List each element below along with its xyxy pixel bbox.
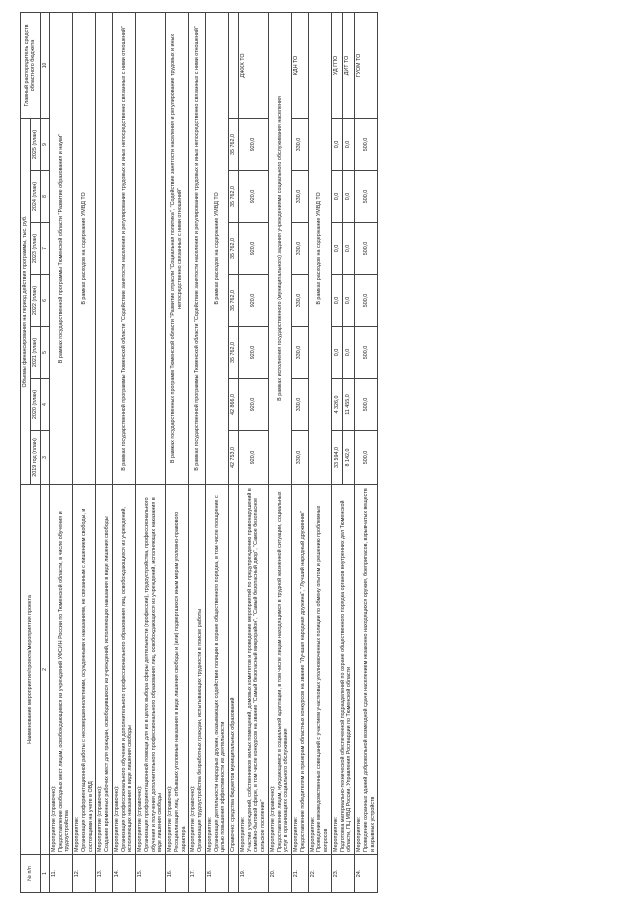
header-manager: Главный распорядитель средств областного бюджета <box>21 12 41 118</box>
value-cell: 35 762,0 <box>229 118 239 170</box>
value-cell: 35 762,0 <box>229 222 239 274</box>
index-cell: 7 <box>40 222 49 274</box>
header-year: 2020 (план) <box>30 378 40 430</box>
value-cell: 920,0 <box>238 222 268 274</box>
table-row <box>292 12 309 892</box>
table-row <box>229 12 239 892</box>
row-funding-note: В рамках расходов на содержание УМВД ТО <box>73 12 96 484</box>
row-funding-note: В рамках расходов на содержание УМВД ТО <box>205 12 228 484</box>
row-manager: ГУОМ ТО <box>355 12 378 118</box>
index-cell: 5 <box>40 326 49 378</box>
table-row <box>268 12 291 892</box>
value-cell: 0,0 <box>343 170 355 222</box>
value-cell: 330,0 <box>292 430 309 484</box>
row-number: 23. <box>331 854 354 892</box>
value-cell: 500,0 <box>355 222 378 274</box>
rotated-table-sheet <box>20 13 620 893</box>
value-cell: 500,0 <box>355 378 378 430</box>
table-row <box>205 12 228 892</box>
value-cell: 35 762,0 <box>229 274 239 326</box>
table-row <box>136 12 166 892</box>
row-number: 16. <box>166 854 189 892</box>
table-body <box>49 12 378 892</box>
index-cell: 2 <box>40 484 49 854</box>
table-row <box>331 12 343 892</box>
row-name: Мероприятие: Организация деятельности народных дружин, оказывающих содействие полиции в охране общественного порядка, в том числе поощрение с целью повышения эффективности их деятельности <box>205 484 228 854</box>
row-funding-note: В рамках государственной программы Тюменской области "Содействие занятости населения и регулирование трудовых и иных непосредственно связанных с ними отношений" <box>112 12 135 484</box>
table-row <box>238 12 268 892</box>
row-number: 15. <box>136 854 166 892</box>
value-cell: 4 326,0 <box>331 378 343 430</box>
row-funding-note: В рамках исполнения государственного (муниципального) задания учреждениями социального обслуживания населения <box>268 12 291 484</box>
row-number: 20. <box>268 854 291 892</box>
value-cell: 330,0 <box>292 118 309 170</box>
value-cell: 0,0 <box>331 170 343 222</box>
row-name: Мероприятие (справочно): Организация трудоустройства безработных граждан, испытывающих трудности в поиске работы <box>189 484 206 854</box>
header-funding: Объемы финансирования на период действия программы, тыс. руб. <box>21 118 31 484</box>
row-name: Справочно: средства бюджетов муниципальных образований <box>229 484 239 854</box>
row-funding-note: В рамках государственных программ Тюменской области "Развитие отрасли "Социальная политика", "Содействие занятости населения и регулирование трудовых и иных непосредственно связанных с ними отношений" <box>166 12 189 484</box>
row-name: Мероприятие (справочно): Ресоциализация лиц, отбывших уголовные наказания в виде лишения свободы и (или) подвергшихся иным мерам уголовно-правового характера <box>166 484 189 854</box>
table-row <box>166 12 189 892</box>
value-cell: 0,0 <box>331 274 343 326</box>
header-row <box>21 12 31 892</box>
value-cell: 42 753,0 <box>229 430 239 484</box>
header-year: 2019 год (план) <box>30 430 40 484</box>
table-row <box>112 12 135 892</box>
value-cell: 330,0 <box>292 378 309 430</box>
row-funding-note <box>136 12 166 484</box>
value-cell: 42 866,0 <box>229 378 239 430</box>
value-cell: 500,0 <box>355 274 378 326</box>
row-number: 17. <box>189 854 206 892</box>
row-name: Мероприятие: Предоставление победителям и призерам областных конкурсов на звание "Лучшая народная дружина", "Лучший народный дружинник" <box>292 484 309 854</box>
row-manager <box>229 12 239 118</box>
table-row <box>96 12 113 892</box>
program-funding-table <box>20 12 378 893</box>
row-name: Мероприятие (справочно): Организация профориентационной помощи для их в целях выбора сферы деятельности (профессии), трудоустройства, профессионального обучения и получения дополнительного профессионального образования лиц, освобождающихся из учреждений, исполняющих наказания в виде лишения свободы <box>136 484 166 854</box>
value-cell: 0,0 <box>331 326 343 378</box>
row-number: 18. <box>205 854 228 892</box>
value-cell: 920,0 <box>238 430 268 484</box>
row-name: Мероприятие: Участие учреждений, собственников жилых помещений, домовых комитетов и проведение мероприятий по предупреждению правонарушений в семейно-бытовой сфере, в том числе конкурсов на звание "Самый безопасный микрорайон", "Самый безопасный двор", "Самое безопасное сельское поселение" <box>238 484 268 854</box>
value-cell: 35 762,0 <box>229 326 239 378</box>
value-cell: 500,0 <box>355 326 378 378</box>
index-cell: 4 <box>40 378 49 430</box>
header-year: 2023 (план) <box>30 222 40 274</box>
header-year: 2021 (план) <box>30 326 40 378</box>
value-cell: 0,0 <box>343 326 355 378</box>
row-name: Мероприятие: Проведение межведомственных совещаний с участием участковых уполномоченных полиции по обмену опытом и решению проблемных вопросов <box>308 484 331 854</box>
index-cell: 3 <box>40 430 49 484</box>
row-funding-note: В рамках государственной программы Тюменской области "Содействие занятости населения и регулирование трудовых и иных непосредственно связанных с ними отношений" <box>189 12 206 484</box>
header-year: 2022 (план) <box>30 274 40 326</box>
value-cell: 35 762,0 <box>229 170 239 222</box>
value-cell: 330,0 <box>292 170 309 222</box>
row-manager: УД ГПО <box>331 12 343 118</box>
row-manager: КДН ТО <box>292 12 309 118</box>
value-cell: 330,0 <box>292 326 309 378</box>
row-name: Мероприятие: Организация профориентационной работы с несовершеннолетними, осужденными к наказаниям, не связанным с лишением свободы, и состоящими на учете в ОВД <box>73 484 96 854</box>
row-number: 11. <box>49 854 72 892</box>
index-cell: 8 <box>40 170 49 222</box>
row-number: 13. <box>96 854 113 892</box>
index-cell: 1 <box>40 854 49 892</box>
row-name: Мероприятие (справочно): Предоставление лицам, нуждающимся в социальной адаптации, в том числе лицам находящимся в трудной жизненной ситуации, социальных услуг в организациях социального обслуживания <box>268 484 291 854</box>
header-name: Наименование мероприятия/проекта/мероприятия проекта <box>21 484 41 854</box>
index-cell: 6 <box>40 274 49 326</box>
index-cell: 10 <box>40 12 49 118</box>
table-row <box>189 12 206 892</box>
row-funding-note: В рамках государственной программы Тюменской области "Развитие образования и науки" <box>49 12 72 484</box>
value-cell: 500,0 <box>355 430 378 484</box>
row-number: 21. <box>292 854 309 892</box>
value-cell: 920,0 <box>238 170 268 222</box>
row-number: 14. <box>112 854 135 892</box>
value-cell: 33 594,0 <box>331 430 343 484</box>
value-cell: 0,0 <box>331 222 343 274</box>
row-name: Мероприятие: Подготовка материально-технической обеспеченной подразделений по охране общественного порядка органов внутренних дел Тюменской области, ПЦ МВД России, Управления Росгвардии по Тюменской области <box>331 484 354 854</box>
row-name: Мероприятие (справочно): Предоставление свободных мест лицам, освобождающимся из учреждений УФСИН России по Тюменской области, в числе обучения и трудоустройства <box>49 484 72 854</box>
row-number <box>229 854 239 892</box>
row-manager: ДИТ ТО <box>343 12 355 118</box>
value-cell: 330,0 <box>292 274 309 326</box>
row-name: Мероприятие (справочно): Организация профессионального обучения и дополнительного профессионального образования лиц, освобождающихся из учреждений, исполняющих наказания в виде лишения свободы <box>112 484 135 854</box>
value-cell: 11 455,0 <box>343 378 355 430</box>
table-row <box>355 12 378 892</box>
value-cell: 920,0 <box>238 326 268 378</box>
value-cell: 500,0 <box>355 118 378 170</box>
row-funding-note <box>96 12 113 484</box>
row-number: 24. <box>355 854 378 892</box>
value-cell: 0,0 <box>343 274 355 326</box>
table-row <box>49 12 72 892</box>
header-number: № п/п <box>21 854 41 892</box>
value-cell: 8 142,0 <box>343 430 355 484</box>
value-cell: 330,0 <box>292 222 309 274</box>
row-number: 19. <box>238 854 268 892</box>
value-cell: 920,0 <box>238 118 268 170</box>
row-number: 12. <box>73 854 96 892</box>
index-row <box>40 12 49 892</box>
row-manager: ДЖКХ ТО <box>238 12 268 118</box>
value-cell: 500,0 <box>355 170 378 222</box>
header-year: 2025 (план) <box>30 118 40 170</box>
row-name: Мероприятие: Проведение охранных зданий добровольной возмездной сдачи населением незаконно находящихся оружия, боеприпасов, взрывчатых веществ и взрывных устройств <box>355 484 378 854</box>
table-row <box>308 12 331 892</box>
row-funding-note: В рамках расходов на содержание УМВД ТО <box>308 12 331 484</box>
value-cell: 920,0 <box>238 274 268 326</box>
value-cell: 0,0 <box>331 118 343 170</box>
index-cell: 9 <box>40 118 49 170</box>
table-row <box>73 12 96 892</box>
row-name: Мероприятие (справочно): Создание временных рабочих мест для граждан, освободившихся из учреждений, исполняющих наказания в виде лишения свободы <box>96 484 113 854</box>
row-number: 22. <box>308 854 331 892</box>
value-cell: 920,0 <box>238 378 268 430</box>
header-year: 2024 (план) <box>30 170 40 222</box>
value-cell: 0,0 <box>343 222 355 274</box>
value-cell: 0,0 <box>343 118 355 170</box>
